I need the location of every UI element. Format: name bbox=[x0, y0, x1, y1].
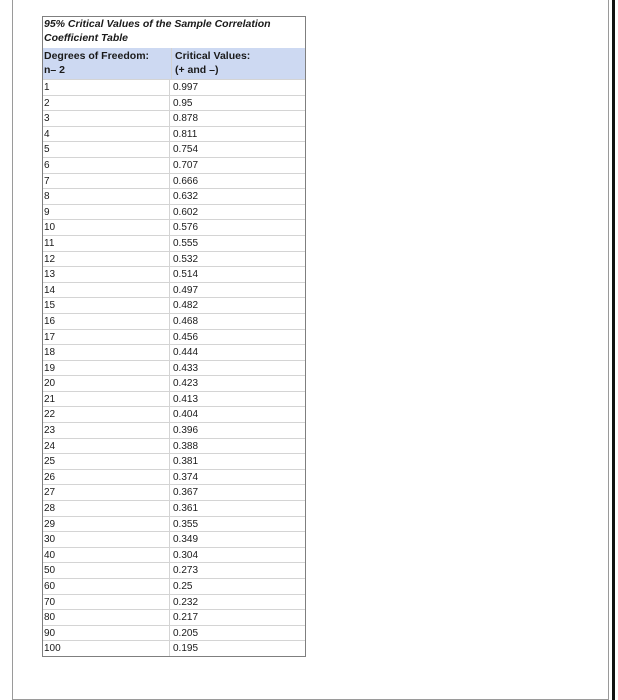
critical-value-cell: 0.754 bbox=[173, 144, 199, 156]
df-cell: 100 bbox=[43, 641, 170, 656]
critical-value-cell: 0.95 bbox=[173, 97, 193, 109]
df-cell: 15 bbox=[43, 298, 170, 313]
df-cell: 14 bbox=[43, 283, 170, 298]
table-row bbox=[43, 157, 305, 173]
df-cell: 23 bbox=[43, 423, 170, 438]
critical-value-cell: 0.304 bbox=[173, 549, 199, 561]
page-edge-rule bbox=[612, 0, 615, 700]
df-cell: 28 bbox=[43, 501, 170, 516]
critical-value-cell: 0.468 bbox=[173, 315, 199, 327]
df-cell: 6 bbox=[43, 158, 170, 173]
df-cell: 80 bbox=[43, 610, 170, 625]
df-cell: 30 bbox=[43, 532, 170, 547]
table-row bbox=[43, 266, 305, 282]
critical-value-cell: 0.666 bbox=[173, 175, 199, 187]
table-row bbox=[43, 500, 305, 516]
df-cell: 3 bbox=[43, 111, 170, 126]
table-row bbox=[43, 344, 305, 360]
df-cell: 24 bbox=[43, 439, 170, 454]
df-cell: 20 bbox=[43, 376, 170, 391]
critical-value-cell: 0.361 bbox=[173, 503, 199, 515]
table-title-line2: Coefficient Table bbox=[44, 31, 129, 44]
df-cell: 10 bbox=[43, 220, 170, 235]
critical-value-cell: 0.25 bbox=[173, 581, 193, 592]
table-row bbox=[43, 422, 305, 438]
critical-value-cell: 0.232 bbox=[173, 596, 199, 608]
df-cell: 29 bbox=[43, 517, 170, 532]
table-row bbox=[43, 282, 305, 298]
table-row bbox=[43, 609, 305, 625]
df-cell: 1 bbox=[43, 80, 170, 95]
df-cell: 11 bbox=[43, 236, 170, 251]
critical-values-table bbox=[42, 16, 306, 657]
table-row bbox=[43, 110, 305, 126]
df-cell: 21 bbox=[43, 392, 170, 407]
critical-value-cell: 0.555 bbox=[173, 237, 199, 249]
table-row bbox=[43, 594, 305, 610]
table-row bbox=[43, 531, 305, 547]
df-cell: 2 bbox=[43, 96, 170, 111]
table-row bbox=[43, 375, 305, 391]
df-cell: 40 bbox=[43, 548, 170, 563]
table-row bbox=[43, 235, 305, 251]
table-row bbox=[43, 95, 305, 111]
critical-value-cell: 0.381 bbox=[173, 456, 199, 468]
df-cell: 9 bbox=[43, 205, 170, 220]
critical-value-cell: 0.707 bbox=[173, 159, 199, 171]
critical-value-cell: 0.497 bbox=[173, 284, 199, 296]
table-header bbox=[43, 48, 305, 79]
table-row bbox=[43, 360, 305, 376]
critical-value-cell: 0.413 bbox=[173, 393, 199, 405]
table-row bbox=[43, 297, 305, 313]
table-row bbox=[43, 562, 305, 578]
critical-value-cell: 0.811 bbox=[173, 128, 198, 140]
table-row bbox=[43, 547, 305, 563]
critical-value-cell: 0.514 bbox=[173, 269, 199, 281]
critical-value-cell: 0.396 bbox=[173, 425, 199, 437]
critical-value-cell: 0.632 bbox=[173, 191, 199, 203]
table-row bbox=[43, 640, 305, 656]
table-row bbox=[43, 126, 305, 142]
critical-value-cell: 0.374 bbox=[173, 471, 199, 483]
df-cell: 4 bbox=[43, 127, 170, 142]
header-df-line1: Degrees of Freedom: bbox=[44, 50, 150, 62]
df-cell: 7 bbox=[43, 174, 170, 189]
table-row bbox=[43, 578, 305, 594]
table-row bbox=[43, 391, 305, 407]
header-df-line2: n– 2 bbox=[44, 64, 66, 76]
table-row bbox=[43, 204, 305, 220]
table-row bbox=[43, 406, 305, 422]
table-body bbox=[43, 79, 305, 656]
critical-value-cell: 0.404 bbox=[173, 409, 199, 421]
table-row bbox=[43, 516, 305, 532]
critical-value-cell: 0.602 bbox=[173, 206, 199, 218]
critical-value-cell: 0.355 bbox=[173, 518, 199, 530]
df-cell: 60 bbox=[43, 579, 170, 594]
df-cell: 70 bbox=[43, 595, 170, 610]
df-cell: 22 bbox=[43, 407, 170, 422]
table-row bbox=[43, 329, 305, 345]
df-cell: 25 bbox=[43, 454, 170, 469]
df-cell: 17 bbox=[43, 330, 170, 345]
critical-value-cell: 0.532 bbox=[173, 253, 199, 265]
critical-value-cell: 0.388 bbox=[173, 440, 199, 452]
table-row bbox=[43, 251, 305, 267]
critical-value-cell: 0.576 bbox=[173, 222, 199, 234]
critical-value-cell: 0.423 bbox=[173, 378, 199, 390]
critical-value-cell: 0.217 bbox=[173, 612, 199, 624]
df-cell: 8 bbox=[43, 189, 170, 204]
critical-value-cell: 0.195 bbox=[173, 643, 199, 655]
table-row bbox=[43, 469, 305, 485]
table-row bbox=[43, 188, 305, 204]
table-row bbox=[43, 141, 305, 157]
critical-value-cell: 0.482 bbox=[173, 300, 199, 312]
header-cv-line1: Critical Values: bbox=[175, 50, 251, 62]
table-row bbox=[43, 219, 305, 235]
header-critical-values bbox=[172, 48, 305, 79]
df-cell: 12 bbox=[43, 252, 170, 267]
header-degrees-of-freedom bbox=[43, 48, 172, 79]
table-row bbox=[43, 313, 305, 329]
df-cell: 16 bbox=[43, 314, 170, 329]
critical-value-cell: 0.273 bbox=[173, 565, 199, 577]
df-cell: 13 bbox=[43, 267, 170, 282]
df-cell: 18 bbox=[43, 345, 170, 360]
table-row bbox=[43, 79, 305, 95]
critical-value-cell: 0.997 bbox=[173, 82, 199, 93]
header-cv-line2: (+ and –) bbox=[175, 64, 219, 76]
critical-value-cell: 0.367 bbox=[173, 487, 199, 499]
table-title-line1: 95% Critical Values of the Sample Correlation bbox=[44, 18, 271, 30]
df-cell: 27 bbox=[43, 485, 170, 500]
df-cell: 26 bbox=[43, 470, 170, 485]
table-row bbox=[43, 173, 305, 189]
critical-value-cell: 0.349 bbox=[173, 534, 199, 546]
table-title bbox=[43, 17, 305, 48]
df-cell: 19 bbox=[43, 361, 170, 376]
table-row bbox=[43, 484, 305, 500]
table-row bbox=[43, 438, 305, 454]
df-cell: 50 bbox=[43, 563, 170, 578]
critical-value-cell: 0.444 bbox=[173, 347, 199, 359]
df-cell: 90 bbox=[43, 626, 170, 641]
critical-value-cell: 0.456 bbox=[173, 331, 199, 343]
critical-value-cell: 0.433 bbox=[173, 362, 199, 374]
table-row bbox=[43, 625, 305, 641]
critical-value-cell: 0.878 bbox=[173, 113, 199, 125]
df-cell: 5 bbox=[43, 142, 170, 157]
table-row bbox=[43, 453, 305, 469]
critical-value-cell: 0.205 bbox=[173, 627, 199, 639]
